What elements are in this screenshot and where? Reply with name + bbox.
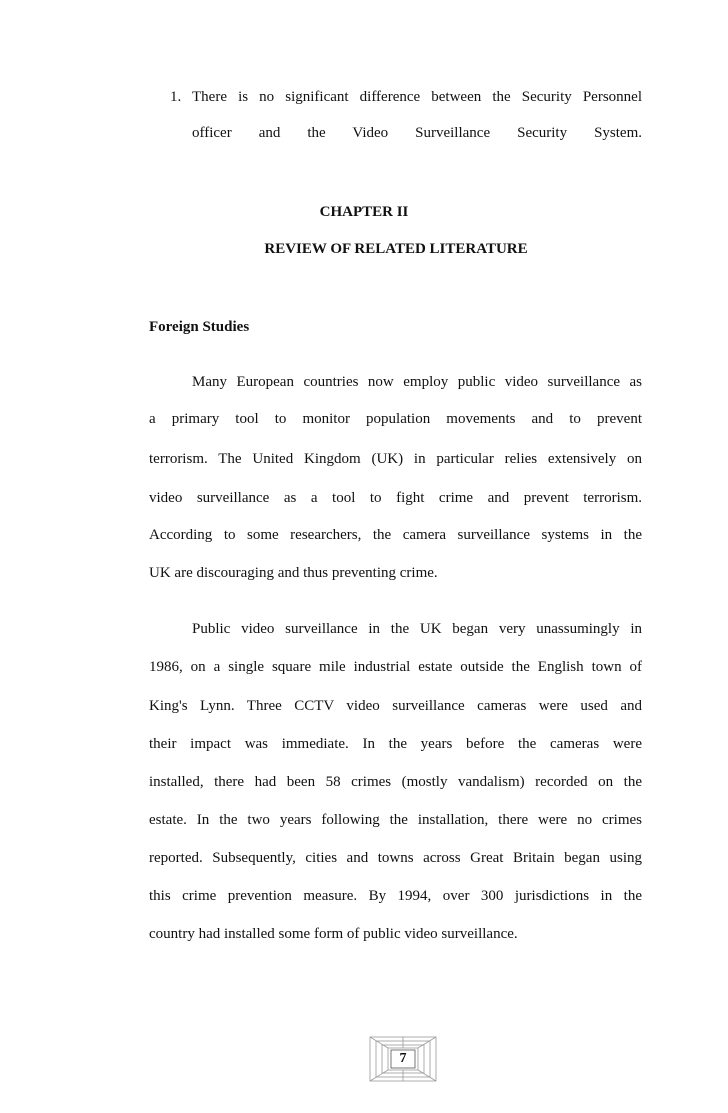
- section-heading: Foreign Studies: [149, 319, 250, 335]
- paragraph-line: UK are discouraging and thus preventing crime.: [149, 565, 438, 581]
- list-number: 1.: [170, 89, 182, 105]
- paragraph-line: their impact was immediate. In the years before the cameras were: [149, 736, 642, 752]
- hypothesis-line: officer and the Video Surveillance Security System.: [192, 125, 642, 141]
- page-number-ornament: [368, 1035, 438, 1083]
- paragraph-line: terrorism. The United Kingdom (UK) in particular relies extensively on: [149, 451, 642, 467]
- paragraph-line: a primary tool to monitor population movements and to prevent: [149, 411, 642, 427]
- paragraph-line: According to some researchers, the camera surveillance systems in the: [149, 527, 642, 543]
- chapter-title: CHAPTER II: [319, 204, 409, 220]
- paragraph-line: estate. In the two years following the installation, there were no crimes: [149, 812, 642, 828]
- hypothesis-line: There is no significant difference between the Security Personnel: [192, 89, 642, 105]
- paragraph-line: Public video surveillance in the UK began very unassumingly in: [192, 621, 642, 637]
- page-number: 7: [399, 1051, 407, 1066]
- paragraph-line: 1986, on a single square mile industrial estate outside the English town of: [149, 659, 642, 675]
- chapter-subtitle: REVIEW OF RELATED LITERATURE: [264, 241, 528, 257]
- paragraph-line: installed, there had been 58 crimes (mostly vandalism) recorded on the: [149, 774, 642, 790]
- paragraph-line: King's Lynn. Three CCTV video surveillance cameras were used and: [149, 698, 642, 714]
- paragraph-line: reported. Subsequently, cities and towns across Great Britain began using: [149, 850, 642, 866]
- paragraph-line: this crime prevention measure. By 1994, over 300 jurisdictions in the: [149, 888, 642, 904]
- paragraph-line: Many European countries now employ public video surveillance as: [192, 374, 642, 390]
- paragraph-line: country had installed some form of public video surveillance.: [149, 926, 518, 942]
- paragraph-line: video surveillance as a tool to fight crime and prevent terrorism.: [149, 490, 642, 506]
